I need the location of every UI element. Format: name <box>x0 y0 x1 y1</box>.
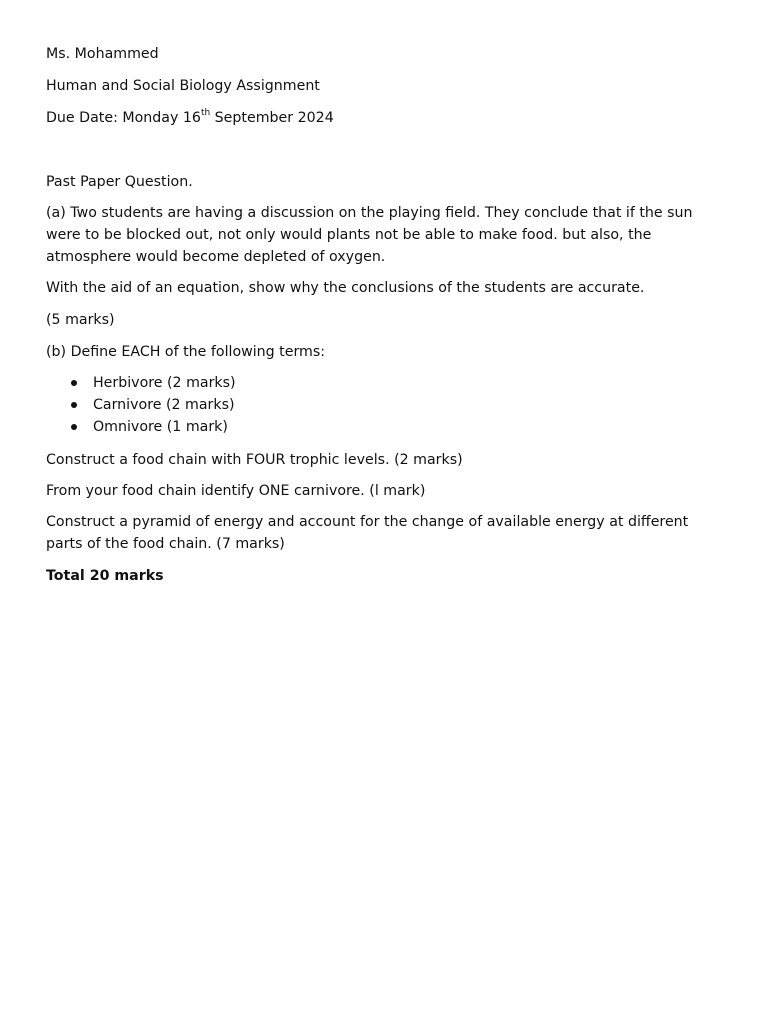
food-chain-instruction: Construct a food chain with FOUR trophic levels. (2 marks) <box>46 452 463 468</box>
teacher-name: Ms. Mohammed <box>46 46 159 62</box>
part-a-marks: (5 marks) <box>46 312 115 328</box>
part-a-question: (a) Two students are having a discussion on the playing field. They conclude that if the sun were to be blocked out, not only would plants not be able to make food. but also, the atmosphere would become depleted of oxygen. <box>46 205 693 265</box>
due-date-prefix: Due Date: Monday 16 <box>46 110 201 126</box>
pyramid-instruction: Construct a pyramid of energy and account for the change of available energy at different parts of the food chain. (7 marks) <box>46 514 689 552</box>
part-b-question: (b) Define EACH of the following terms: <box>46 344 326 360</box>
due-date-rest: September 2024 <box>210 110 334 126</box>
terms-list <box>46 372 706 438</box>
bullet-icon <box>71 380 77 386</box>
list-item <box>46 416 706 438</box>
total-marks: Total 20 marks <box>46 568 164 584</box>
term-carnivore: Carnivore (2 marks) <box>93 397 235 413</box>
list-item <box>46 394 706 416</box>
list-item <box>46 372 706 394</box>
bullet-icon <box>71 424 77 430</box>
assignment-title: Human and Social Biology Assignment <box>46 78 320 94</box>
term-herbivore: Herbivore (2 marks) <box>93 375 236 391</box>
equation-instruction: With the aid of an equation, show why the conclusions of the students are accurate. <box>46 280 645 296</box>
due-date <box>46 107 716 129</box>
past-paper-heading: Past Paper Question. <box>46 174 193 190</box>
carnivore-instruction: From your food chain identify ONE carnivore. (l mark) <box>46 483 426 499</box>
due-date-ordinal: th <box>200 108 211 119</box>
bullet-icon <box>71 402 77 408</box>
term-omnivore: Omnivore (1 mark) <box>93 419 228 435</box>
